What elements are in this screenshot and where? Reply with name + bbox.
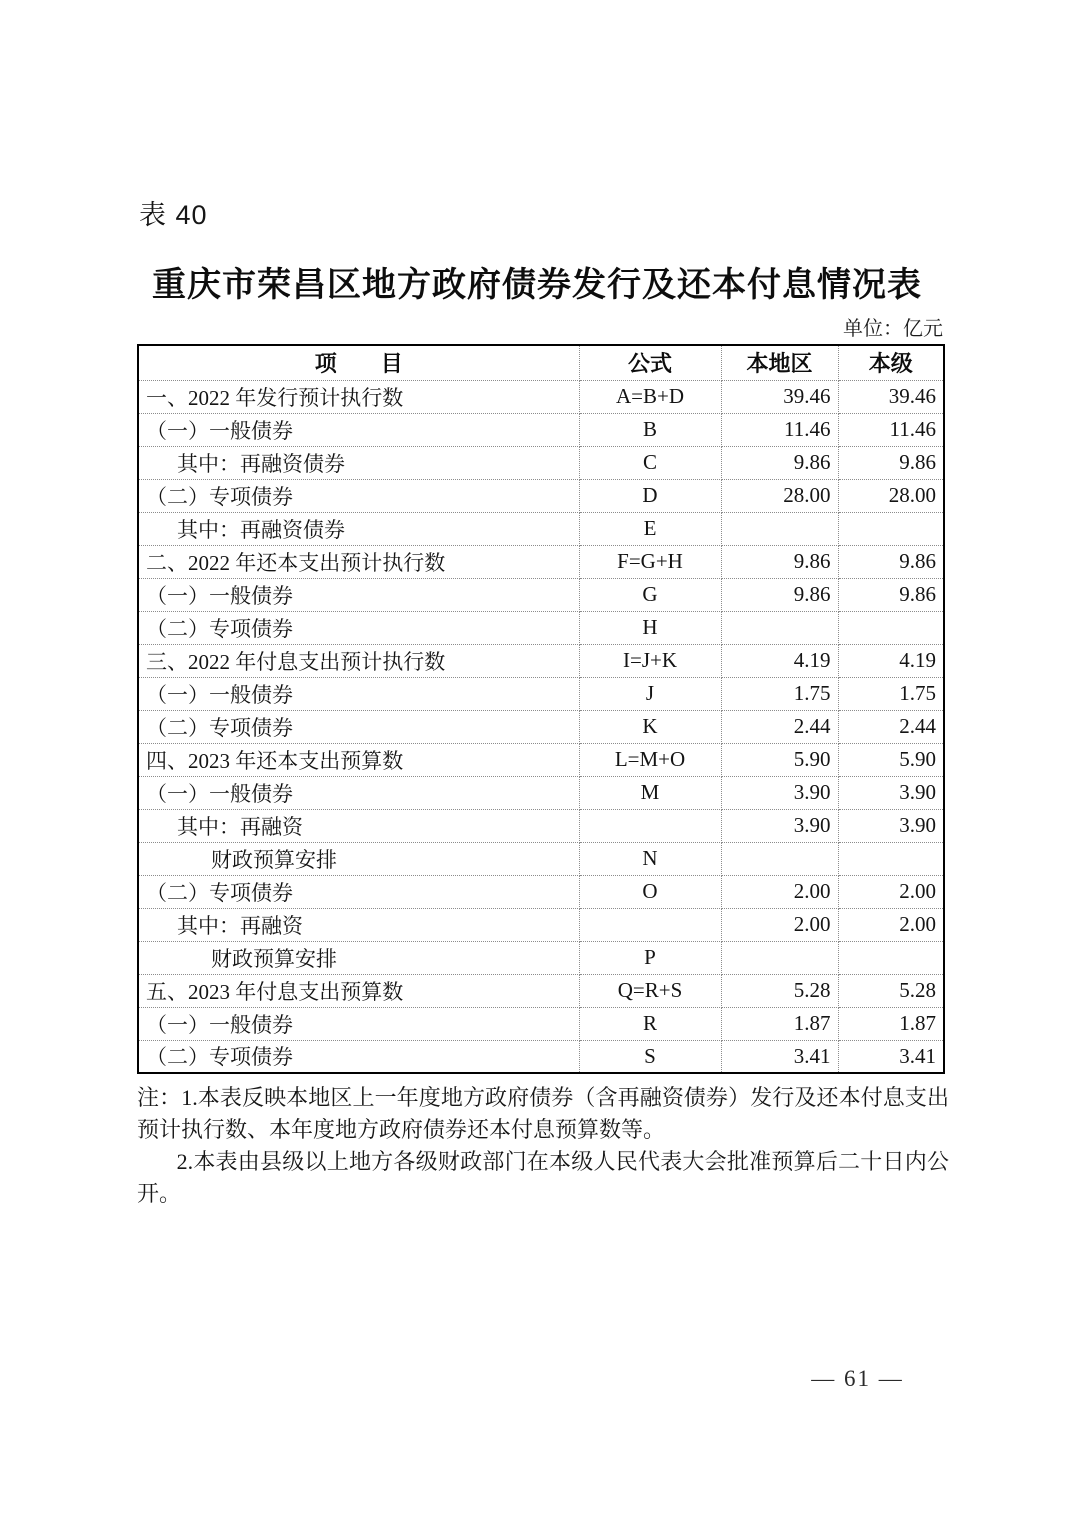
table-cell-item: （一）一般债券 xyxy=(138,578,579,611)
table-cell-item: 其中：再融资 xyxy=(138,908,579,941)
table-cell-item: 五、2023 年付息支出预算数 xyxy=(138,974,579,1007)
table-cell-local: 9.86 xyxy=(721,446,838,479)
table-cell-item: （二）专项债券 xyxy=(138,479,579,512)
page-title: 重庆市荣昌区地方政府债券发行及还本付息情况表 xyxy=(152,267,922,304)
table-cell-local: 5.90 xyxy=(721,743,838,776)
table-cell-formula: M xyxy=(579,776,721,809)
table-cell-formula: H xyxy=(579,611,721,644)
table-cell-level: 9.86 xyxy=(838,545,944,578)
table-cell-level: 3.90 xyxy=(838,776,944,809)
table-number-label: 表 40 xyxy=(139,200,208,230)
table-row xyxy=(138,908,944,941)
table-row xyxy=(138,677,944,710)
table-cell-item: 其中：再融资债券 xyxy=(138,512,579,545)
table-cell-formula xyxy=(579,908,721,941)
table-cell-item: 三、2022 年付息支出预计执行数 xyxy=(138,644,579,677)
page-number: — 61 — xyxy=(811,1366,904,1391)
table-row xyxy=(138,941,944,974)
table-row xyxy=(138,842,944,875)
table-row xyxy=(138,974,944,1007)
table-cell-formula: C xyxy=(579,446,721,479)
table-cell-item: 其中：再融资 xyxy=(138,809,579,842)
header-cell-local: 本地区 xyxy=(721,345,838,380)
table-cell-local: 28.00 xyxy=(721,479,838,512)
table-cell-level: 1.87 xyxy=(838,1007,944,1040)
table-cell-level: 2.00 xyxy=(838,908,944,941)
table-row xyxy=(138,875,944,908)
table-cell-level: 9.86 xyxy=(838,446,944,479)
table-cell-local xyxy=(721,941,838,974)
header-cell-item: 项 目 xyxy=(138,345,579,380)
unit-label: 单位：亿元 xyxy=(843,318,943,340)
table-row xyxy=(138,743,944,776)
bond-budget-table xyxy=(137,344,945,1074)
table-cell-item: 一、2022 年发行预计执行数 xyxy=(138,380,579,413)
table-cell-local: 11.46 xyxy=(721,413,838,446)
table-cell-level: 3.90 xyxy=(838,809,944,842)
table-body xyxy=(138,380,944,1073)
table-cell-item: 四、2023 年还本支出预算数 xyxy=(138,743,579,776)
table-row xyxy=(138,611,944,644)
table-cell-level: 5.28 xyxy=(838,974,944,1007)
table-cell-local: 9.86 xyxy=(721,545,838,578)
table-row xyxy=(138,413,944,446)
table-row xyxy=(138,809,944,842)
table-cell-formula xyxy=(579,809,721,842)
table-cell-formula: O xyxy=(579,875,721,908)
table-cell-level: 1.75 xyxy=(838,677,944,710)
table-cell-item: （一）一般债券 xyxy=(138,413,579,446)
table-cell-level: 4.19 xyxy=(838,644,944,677)
table-cell-item: （一）一般债券 xyxy=(138,677,579,710)
table-cell-item: 其中：再融资债券 xyxy=(138,446,579,479)
table-cell-item: （一）一般债券 xyxy=(138,1007,579,1040)
table-cell-item: （二）专项债券 xyxy=(138,875,579,908)
table-cell-formula: Q=R+S xyxy=(579,974,721,1007)
table-cell-level xyxy=(838,842,944,875)
table-row xyxy=(138,512,944,545)
note-2: 2.本表由县级以上地方各级财政部门在本级人民代表大会批准预算后二十日内公开。 xyxy=(137,1149,949,1206)
table-cell-formula: A=B+D xyxy=(579,380,721,413)
table-cell-formula: R xyxy=(579,1007,721,1040)
table-cell-formula: P xyxy=(579,941,721,974)
table-row xyxy=(138,710,944,743)
table-cell-formula: I=J+K xyxy=(579,644,721,677)
table-cell-formula: K xyxy=(579,710,721,743)
table-cell-local: 4.19 xyxy=(721,644,838,677)
table-cell-level: 39.46 xyxy=(838,380,944,413)
table-row xyxy=(138,1040,944,1073)
table-cell-local: 3.41 xyxy=(721,1040,838,1073)
table-cell-level: 11.46 xyxy=(838,413,944,446)
table-row xyxy=(138,479,944,512)
table-row xyxy=(138,1007,944,1040)
notes-block xyxy=(137,1082,949,1210)
table-cell-item: 财政预算安排 xyxy=(138,941,579,974)
table-cell-local: 3.90 xyxy=(721,809,838,842)
table-cell-formula: F=G+H xyxy=(579,545,721,578)
table-cell-formula: D xyxy=(579,479,721,512)
table-cell-item: （一）一般债券 xyxy=(138,776,579,809)
note-1: 注：1.本表反映本地区上一年度地方政府债券（含再融资债券）发行及还本付息支出预计执行数、本年度地方政府债券还本付息预算数等。 xyxy=(137,1085,949,1142)
table-cell-formula: J xyxy=(579,677,721,710)
table-cell-item: 二、2022 年还本支出预计执行数 xyxy=(138,545,579,578)
table-cell-local: 1.87 xyxy=(721,1007,838,1040)
table-row xyxy=(138,545,944,578)
table-cell-level: 28.00 xyxy=(838,479,944,512)
table-cell-formula: S xyxy=(579,1040,721,1073)
table-cell-formula: E xyxy=(579,512,721,545)
table-cell-level: 2.00 xyxy=(838,875,944,908)
table-cell-formula: B xyxy=(579,413,721,446)
table-cell-item: （二）专项债券 xyxy=(138,611,579,644)
table-cell-local: 2.00 xyxy=(721,908,838,941)
table-cell-formula: G xyxy=(579,578,721,611)
table-cell-local: 2.00 xyxy=(721,875,838,908)
table-cell-local xyxy=(721,512,838,545)
table-cell-level: 2.44 xyxy=(838,710,944,743)
table-cell-item: 财政预算安排 xyxy=(138,842,579,875)
table-header-row xyxy=(138,345,944,380)
table-row xyxy=(138,380,944,413)
table-cell-item: （二）专项债券 xyxy=(138,1040,579,1073)
table-cell-level: 9.86 xyxy=(838,578,944,611)
table-cell-item: （二）专项债券 xyxy=(138,710,579,743)
table-cell-local xyxy=(721,842,838,875)
table-cell-local: 39.46 xyxy=(721,380,838,413)
table-cell-local: 1.75 xyxy=(721,677,838,710)
table-row xyxy=(138,644,944,677)
table-row xyxy=(138,578,944,611)
table-cell-level xyxy=(838,512,944,545)
table-cell-level: 5.90 xyxy=(838,743,944,776)
table-cell-local xyxy=(721,611,838,644)
header-cell-formula: 公式 xyxy=(579,345,721,380)
table-cell-formula: N xyxy=(579,842,721,875)
table-cell-level: 3.41 xyxy=(838,1040,944,1073)
table-cell-local: 9.86 xyxy=(721,578,838,611)
table-row xyxy=(138,446,944,479)
header-cell-level: 本级 xyxy=(838,345,944,380)
table-cell-local: 3.90 xyxy=(721,776,838,809)
table-cell-level xyxy=(838,941,944,974)
table-row xyxy=(138,776,944,809)
table-cell-local: 2.44 xyxy=(721,710,838,743)
table-header xyxy=(138,345,944,380)
table-cell-local: 5.28 xyxy=(721,974,838,1007)
table-cell-level xyxy=(838,611,944,644)
table-cell-formula: L=M+O xyxy=(579,743,721,776)
